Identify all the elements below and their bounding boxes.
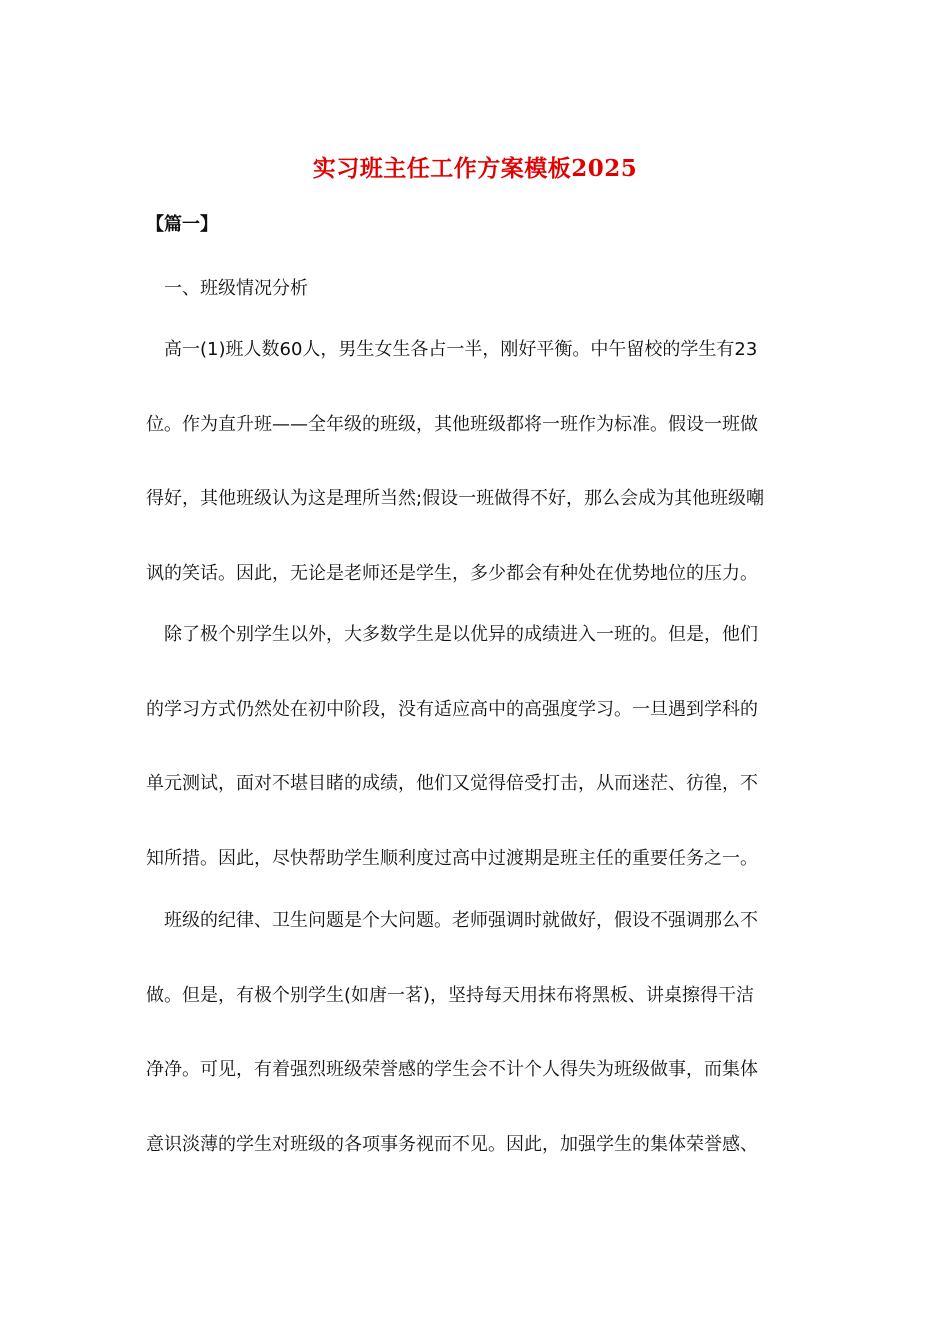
- paragraph-3: [146, 884, 806, 1182]
- paragraph-line: 净净。可见，有着强烈班级荣誉感的学生会不计个人得失为班级做事，而集体: [146, 1059, 758, 1080]
- paragraph-line: 知所措。因此，尽快帮助学生顺利度过高中过渡期是班主任的重要任务之一。: [146, 847, 758, 869]
- paragraph-line: 高一(1)班人数60人，男生女生各占一半，刚好平衡。中午留校的学生有23: [164, 339, 758, 360]
- paragraph-line: 的学习方式仍然处在初中阶段，没有适应高中的高强度学习。一旦遇到学科的: [146, 698, 758, 720]
- paragraph-line: 位。作为直升班——全年级的班级，其他班级都将一班作为标准。假设一班做: [146, 413, 758, 435]
- section-tag: 【篇一】: [146, 214, 218, 235]
- paragraph-line: 做。但是，有极个别学生(如唐一茗)，坚持每天用抹布将黑板、讲桌擦得干洁: [146, 984, 755, 1006]
- document-title: 实习班主任工作方案模板2025: [312, 155, 638, 182]
- paragraph-2: [146, 598, 806, 896]
- paragraph-1: [146, 313, 806, 611]
- paragraph-line: 单元测试，面对不堪目睹的成绩，他们又觉得倍受打击，从而迷茫、彷徨，不: [146, 773, 758, 794]
- paragraph-line: 讽的笑话。因此，无论是老师还是学生，多少都会有种处在优势地位的压力。: [146, 562, 758, 584]
- paragraph-line: 意识淡薄的学生对班级的各项事务视而不见。因此，加强学生的集体荣誉感、: [146, 1133, 758, 1155]
- paragraph-line: 除了极个别学生以外，大多数学生是以优异的成绩进入一班的。但是，他们: [164, 624, 758, 645]
- paragraph-line: 得好，其他班级认为这是理所当然;假设一班做得不好，那么会成为其他班级嘲: [146, 488, 765, 509]
- section-heading: 一、班级情况分析: [164, 278, 308, 299]
- paragraph-line: 班级的纪律、卫生问题是个大问题。老师强调时就做好，假设不强调那么不: [164, 910, 758, 931]
